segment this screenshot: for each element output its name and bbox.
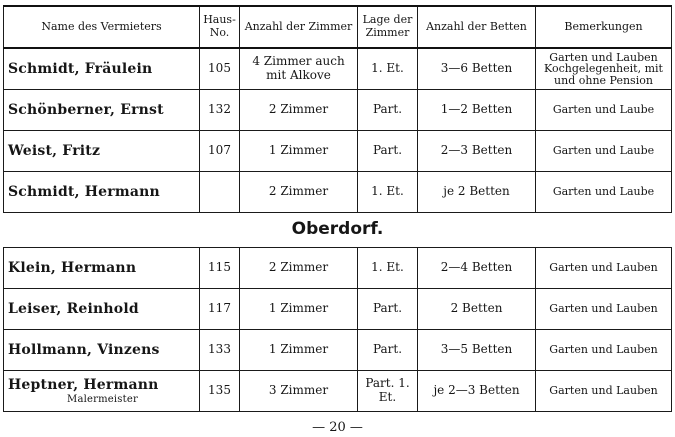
room-count: 2 Zimmer (240, 90, 358, 131)
landlord-table (3, 5, 672, 412)
landlord-name: Schmidt, Hermann (4, 172, 200, 213)
floor: 1. Et. (358, 248, 418, 289)
section-title: Oberdorf. (4, 213, 672, 248)
house-no: 105 (200, 48, 240, 90)
house-no: 115 (200, 248, 240, 289)
table-header-row (4, 6, 672, 48)
remarks: Garten und Laube (536, 172, 672, 213)
bed-count: 3—5 Betten (418, 330, 536, 371)
room-count: 3 Zimmer (240, 371, 358, 412)
landlord-name: Leiser, Reinhold (4, 289, 200, 330)
bed-count: 2—4 Betten (418, 248, 536, 289)
table-row (4, 90, 672, 131)
bed-count: je 2—3 Betten (418, 371, 536, 412)
table-row (4, 131, 672, 172)
room-count: 1 Zimmer (240, 131, 358, 172)
room-count: 2 Zimmer (240, 248, 358, 289)
table-row (4, 248, 672, 289)
landlord-name: Weist, Fritz (4, 131, 200, 172)
floor: Part. (358, 330, 418, 371)
bed-count: 1—2 Betten (418, 90, 536, 131)
landlord-occupation: Malermeister (67, 393, 138, 405)
landlord-name: Hollmann, Vinzens (4, 330, 200, 371)
remarks: Garten und Lauben (536, 330, 672, 371)
floor: Part. (358, 90, 418, 131)
room-count: 1 Zimmer (240, 289, 358, 330)
remarks: Garten und Laube (536, 90, 672, 131)
room-count: 4 Zimmer auch mit Alkove (240, 48, 358, 90)
remarks: Garten und Lauben (536, 371, 672, 412)
room-count: 2 Zimmer (240, 172, 358, 213)
landlord-name: Schmidt, Fräulein (4, 48, 200, 90)
landlord-name: Heptner, Hermann (8, 377, 159, 394)
remarks: Garten und Lauben (536, 289, 672, 330)
bed-count: 2 Betten (418, 289, 536, 330)
col-header-rooms: Anzahl der Zimmer (240, 6, 358, 48)
house-no: 117 (200, 289, 240, 330)
floor: Part. (358, 289, 418, 330)
house-no (200, 172, 240, 213)
page-number: — 20 — (312, 420, 363, 435)
remarks: Garten und Laube (536, 131, 672, 172)
house-no: 107 (200, 131, 240, 172)
col-header-remarks: Bemerkungen (536, 6, 672, 48)
bed-count: 2—3 Betten (418, 131, 536, 172)
floor: 1. Et. (358, 48, 418, 90)
table-row (4, 330, 672, 371)
remarks: Garten und Lauben (536, 248, 672, 289)
table-row (4, 289, 672, 330)
col-header-floor: Lage der Zimmer (358, 6, 418, 48)
floor: 1. Et. (358, 172, 418, 213)
table-row (4, 371, 672, 412)
floor: Part. (358, 131, 418, 172)
house-no: 133 (200, 330, 240, 371)
table-row (4, 172, 672, 213)
house-no: 135 (200, 371, 240, 412)
room-count: 1 Zimmer (240, 330, 358, 371)
bed-count: 3—6 Betten (418, 48, 536, 90)
bed-count: je 2 Betten (418, 172, 536, 213)
section-row (4, 213, 672, 248)
table-row (4, 48, 672, 90)
remarks: Garten und Lauben Kochgelegenheit, mit und ohne Pension (536, 48, 672, 90)
col-header-beds: Anzahl der Betten (418, 6, 536, 48)
col-header-name: Name des Vermieters (4, 6, 200, 48)
landlord-name: Schönberner, Ernst (4, 90, 200, 131)
landlord-name: Klein, Hermann (4, 248, 200, 289)
floor: Part. 1. Et. (358, 371, 418, 412)
col-header-house-no: Haus-No. (200, 6, 240, 48)
landlord-name-cell (4, 371, 200, 412)
house-no: 132 (200, 90, 240, 131)
